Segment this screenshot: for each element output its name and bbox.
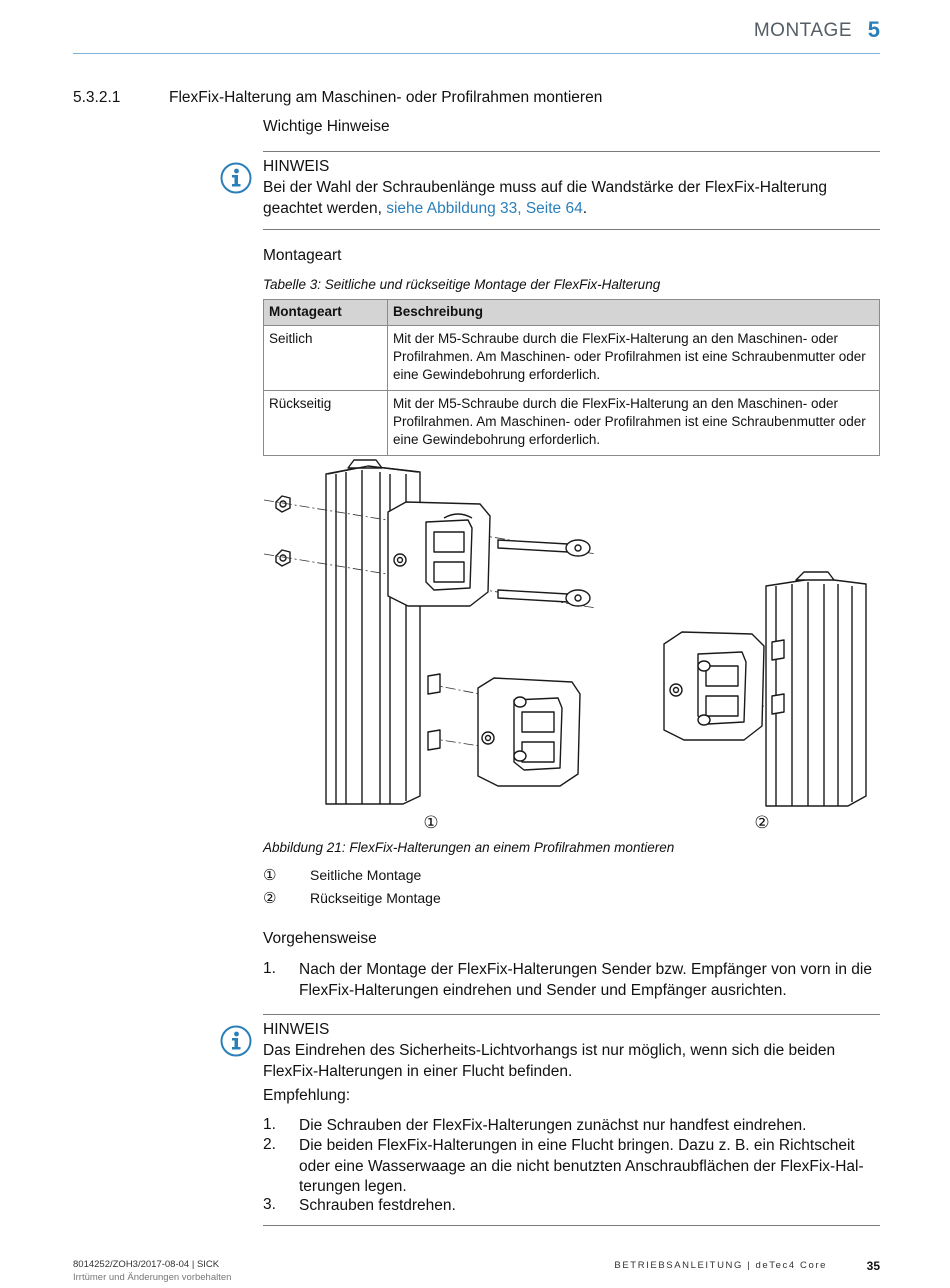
table-header-cell: Beschreibung [388,300,880,326]
chapter-title: MONTAGE [753,20,852,41]
table-cell: Seitlich [264,326,388,391]
table-cell: Rückseitig [264,391,388,456]
step-number: 1. [263,1116,276,1133]
section-number: 5.3.2.1 [73,89,121,106]
flexfix-bracket [388,502,490,606]
table-row [264,326,880,391]
table-row [264,391,880,456]
table-caption: Tabelle 3: Seitliche und rückseitige Montage der FlexFix-Halterung [263,277,661,292]
step-text: Nach der Montage der FlexFix-Halterungen Sender bzw. Empfänger von vorn in die FlexFix-Halterungen eindrehen und Sender und Empfänger ausrichten. [299,961,872,999]
note2-top-rule [263,1014,880,1015]
mount-type-heading: Montageart [263,247,342,264]
mounting-illustration [258,456,880,836]
figure-marker-1: ① [423,813,439,833]
step-number: 3. [263,1196,276,1213]
mount-type-table [263,299,880,456]
legend-symbol: ② [263,890,277,907]
page-number: 35 [866,1259,880,1273]
note2-title: HINWEIS [263,1021,330,1038]
note1-title: HINWEIS [263,158,330,175]
important-heading: Wichtige Hinweise [263,118,390,135]
legend-symbol: ① [263,867,277,884]
step-text: Die beiden FlexFix-Halterungen in eine Flucht bringen. Dazu z. B. ein Richtscheit oder eine Wasserwaage an die nicht benutzten Anschraubflächen der FlexFix-Halterungen legen. [299,1137,864,1195]
slot-nut [428,730,440,750]
chapter-number: 5 [867,17,880,42]
screw [498,540,590,556]
note1-bottom-rule [263,229,880,230]
figure-reference-link[interactable]: siehe Abbildung 33, Seite 64 [386,199,583,217]
table-cell: Mit der M5-Schraube durch die FlexFix-Halterung an den Maschinen- oder Profilrahmen. Am Maschinen- oder Profilrahmen ist eine Schraubenmutter oder eine Gewindebohrung erforderlich. [388,326,880,391]
flexfix-bracket [664,632,764,740]
header-divider [73,53,880,54]
table-header-row [264,300,880,326]
legend-text: Seitliche Montage [310,867,422,883]
flexfix-bracket [478,678,580,786]
note1-top-rule [263,151,880,152]
footer-doc-id: 8014252/ZOH3/2017-08-04 | SICK [73,1259,220,1270]
profile-frame-2 [766,572,866,806]
info-icon [220,1025,252,1057]
note2-bottom-rule [263,1225,880,1226]
footer-disclaimer: Irrtümer und Änderungen vorbehalten [73,1272,232,1283]
slot-nut [428,674,440,694]
note1-body: Bei der Wahl der Schraubenlänge muss auf die Wandstärke der FlexFix-Halterung geachtet werden, [263,179,828,217]
legend-text: Rückseitige Montage [310,890,441,906]
step-number: 1. [263,960,276,977]
table-cell: Mit der M5-Schraube durch die FlexFix-Halterung an den Maschinen- oder Profilrahmen. Am Maschinen- oder Profilrahmen ist eine Schraubenmutter oder eine Gewindebohrung erforderlich. [388,391,880,456]
screw [498,590,590,606]
info-icon [220,162,252,194]
step-number: 2. [263,1136,276,1153]
recommendation-label: Empfehlung: [263,1087,351,1104]
footer-doc-type: BETRIEBSANLEITUNG | deTec4 Core [614,1260,827,1271]
note1-end: . [582,199,588,217]
step-text: Die Schrauben der FlexFix-Halterungen zunächst nur handfest eindrehen. [299,1117,807,1134]
figure-marker-2: ② [754,813,770,833]
table-header-cell: Montageart [264,300,388,326]
section-title: FlexFix-Halterung am Maschinen- oder Profilrahmen montieren [169,89,603,106]
note2-text: Das Eindrehen des Sicherheits-Lichtvorhangs ist nur möglich, wenn sich die beiden FlexFix-Halterungen in einer Flucht befinden. [263,1042,836,1080]
note1-text [263,178,880,219]
step-text: Schrauben festdrehen. [299,1197,456,1214]
procedure-heading: Vorgehensweise [263,930,377,947]
figure-caption: Abbildung 21: FlexFix-Halterungen an einem Profilrahmen montieren [263,840,675,855]
